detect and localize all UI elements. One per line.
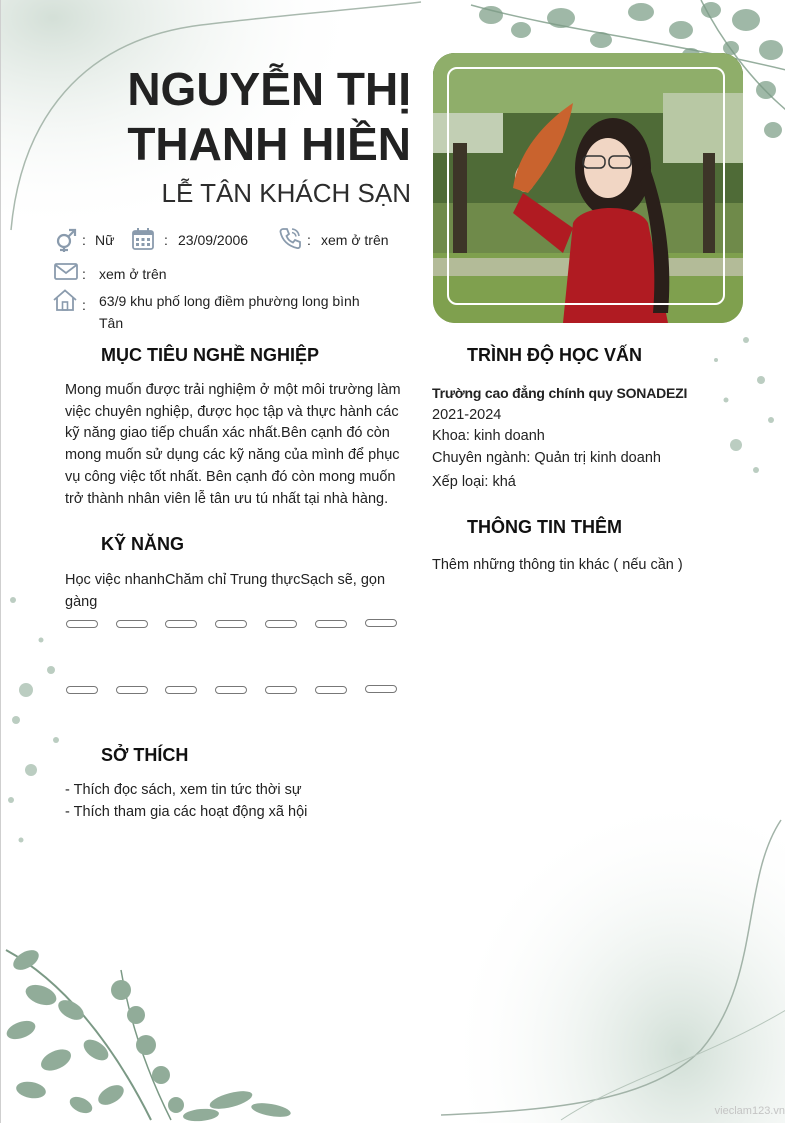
hobby-item: - Thích tham gia các hoạt động xã hội bbox=[65, 804, 308, 820]
address-line-2: Tân bbox=[99, 315, 124, 331]
education-school: Trường cao đẳng chính quy SONADEZI bbox=[432, 385, 688, 401]
skill-pill bbox=[265, 620, 297, 628]
birthday-value: 23/09/2006 bbox=[178, 232, 249, 248]
skill-pill bbox=[215, 686, 247, 694]
colon: : bbox=[307, 232, 311, 248]
phone-value: xem ở trên bbox=[321, 232, 389, 248]
objective-heading: MỤC TIÊU NGHỀ NGHIỆP bbox=[101, 345, 320, 365]
skills-text-line-2: gàng bbox=[65, 594, 98, 610]
skill-pill bbox=[315, 686, 347, 694]
skill-pill bbox=[66, 686, 98, 694]
photo-frame bbox=[447, 67, 725, 305]
skill-pill bbox=[365, 619, 397, 627]
skill-pill bbox=[315, 620, 347, 628]
skill-pill bbox=[165, 686, 197, 694]
name-line-2: THANH HIỀN bbox=[127, 118, 411, 170]
calendar-icon bbox=[132, 228, 154, 250]
objective-line: kỹ năng giao tiếp chuẩn xác nhất.Bên cạnh đó còn bbox=[65, 425, 390, 442]
name-line-1: NGUYỄN THỊ bbox=[127, 63, 411, 115]
education-years: 2021-2024 bbox=[432, 407, 502, 423]
skill-pill bbox=[165, 620, 197, 628]
skill-pill bbox=[365, 685, 397, 693]
mail-icon bbox=[54, 263, 78, 280]
home-icon bbox=[53, 289, 77, 311]
extra-info-text: Thêm những thông tin khác ( nếu cần ) bbox=[432, 557, 683, 573]
watermark: vieclam123.vn bbox=[714, 1105, 785, 1117]
skills-text-line-1: Học việc nhanhChăm chỉ Trung thựcSạch sẽ, gọn bbox=[65, 572, 386, 588]
extra-info-heading: THÔNG TIN THÊM bbox=[467, 517, 622, 537]
objective-line: vụ công việc tốt nhất. Bên cạnh đó còn mong muốn bbox=[65, 468, 396, 485]
candidate-name bbox=[101, 62, 411, 172]
skill-pill bbox=[265, 686, 297, 694]
skill-pill bbox=[215, 620, 247, 628]
colon: : bbox=[82, 297, 86, 313]
colon: : bbox=[164, 232, 168, 248]
skill-pill bbox=[116, 620, 148, 628]
gender-value: Nữ bbox=[95, 232, 115, 248]
objective-line: mong muốn sử dụng các kỹ năng của mình để phục bbox=[65, 447, 400, 464]
colon: : bbox=[82, 266, 86, 282]
hobbies-heading: SỞ THÍCH bbox=[101, 745, 189, 765]
objective-line: Mong muốn được trải nghiệm ở một môi trường làm bbox=[65, 382, 401, 398]
hobby-item: - Thích đọc sách, xem tin tức thời sự bbox=[65, 782, 302, 798]
job-title: LỄ TÂN KHÁCH SẠN bbox=[161, 178, 411, 208]
education-faculty: Khoa: kinh doanh bbox=[432, 428, 545, 444]
address-line-1: 63/9 khu phố long điềm phường long bình bbox=[99, 293, 360, 309]
objective-text bbox=[65, 380, 405, 510]
skill-pill bbox=[116, 686, 148, 694]
education-rank: Xếp loại: khá bbox=[432, 474, 516, 490]
objective-line: trở thành nhân viên lễ tân ưu tú nhất tại nhà hàng. bbox=[65, 490, 389, 507]
skills-heading: KỸ NĂNG bbox=[101, 534, 185, 554]
objective-line: việc chuyên nghiệp, được học tập và thực hành các bbox=[65, 403, 399, 420]
phone-icon bbox=[279, 227, 301, 249]
education-major: Chuyên ngành: Quản trị kinh doanh bbox=[432, 450, 661, 466]
colon: : bbox=[82, 232, 86, 248]
skill-pill bbox=[66, 620, 98, 628]
education-heading: TRÌNH ĐỘ HỌC VẤN bbox=[467, 345, 642, 365]
gender-icon bbox=[54, 227, 78, 253]
email-value: xem ở trên bbox=[99, 266, 167, 282]
